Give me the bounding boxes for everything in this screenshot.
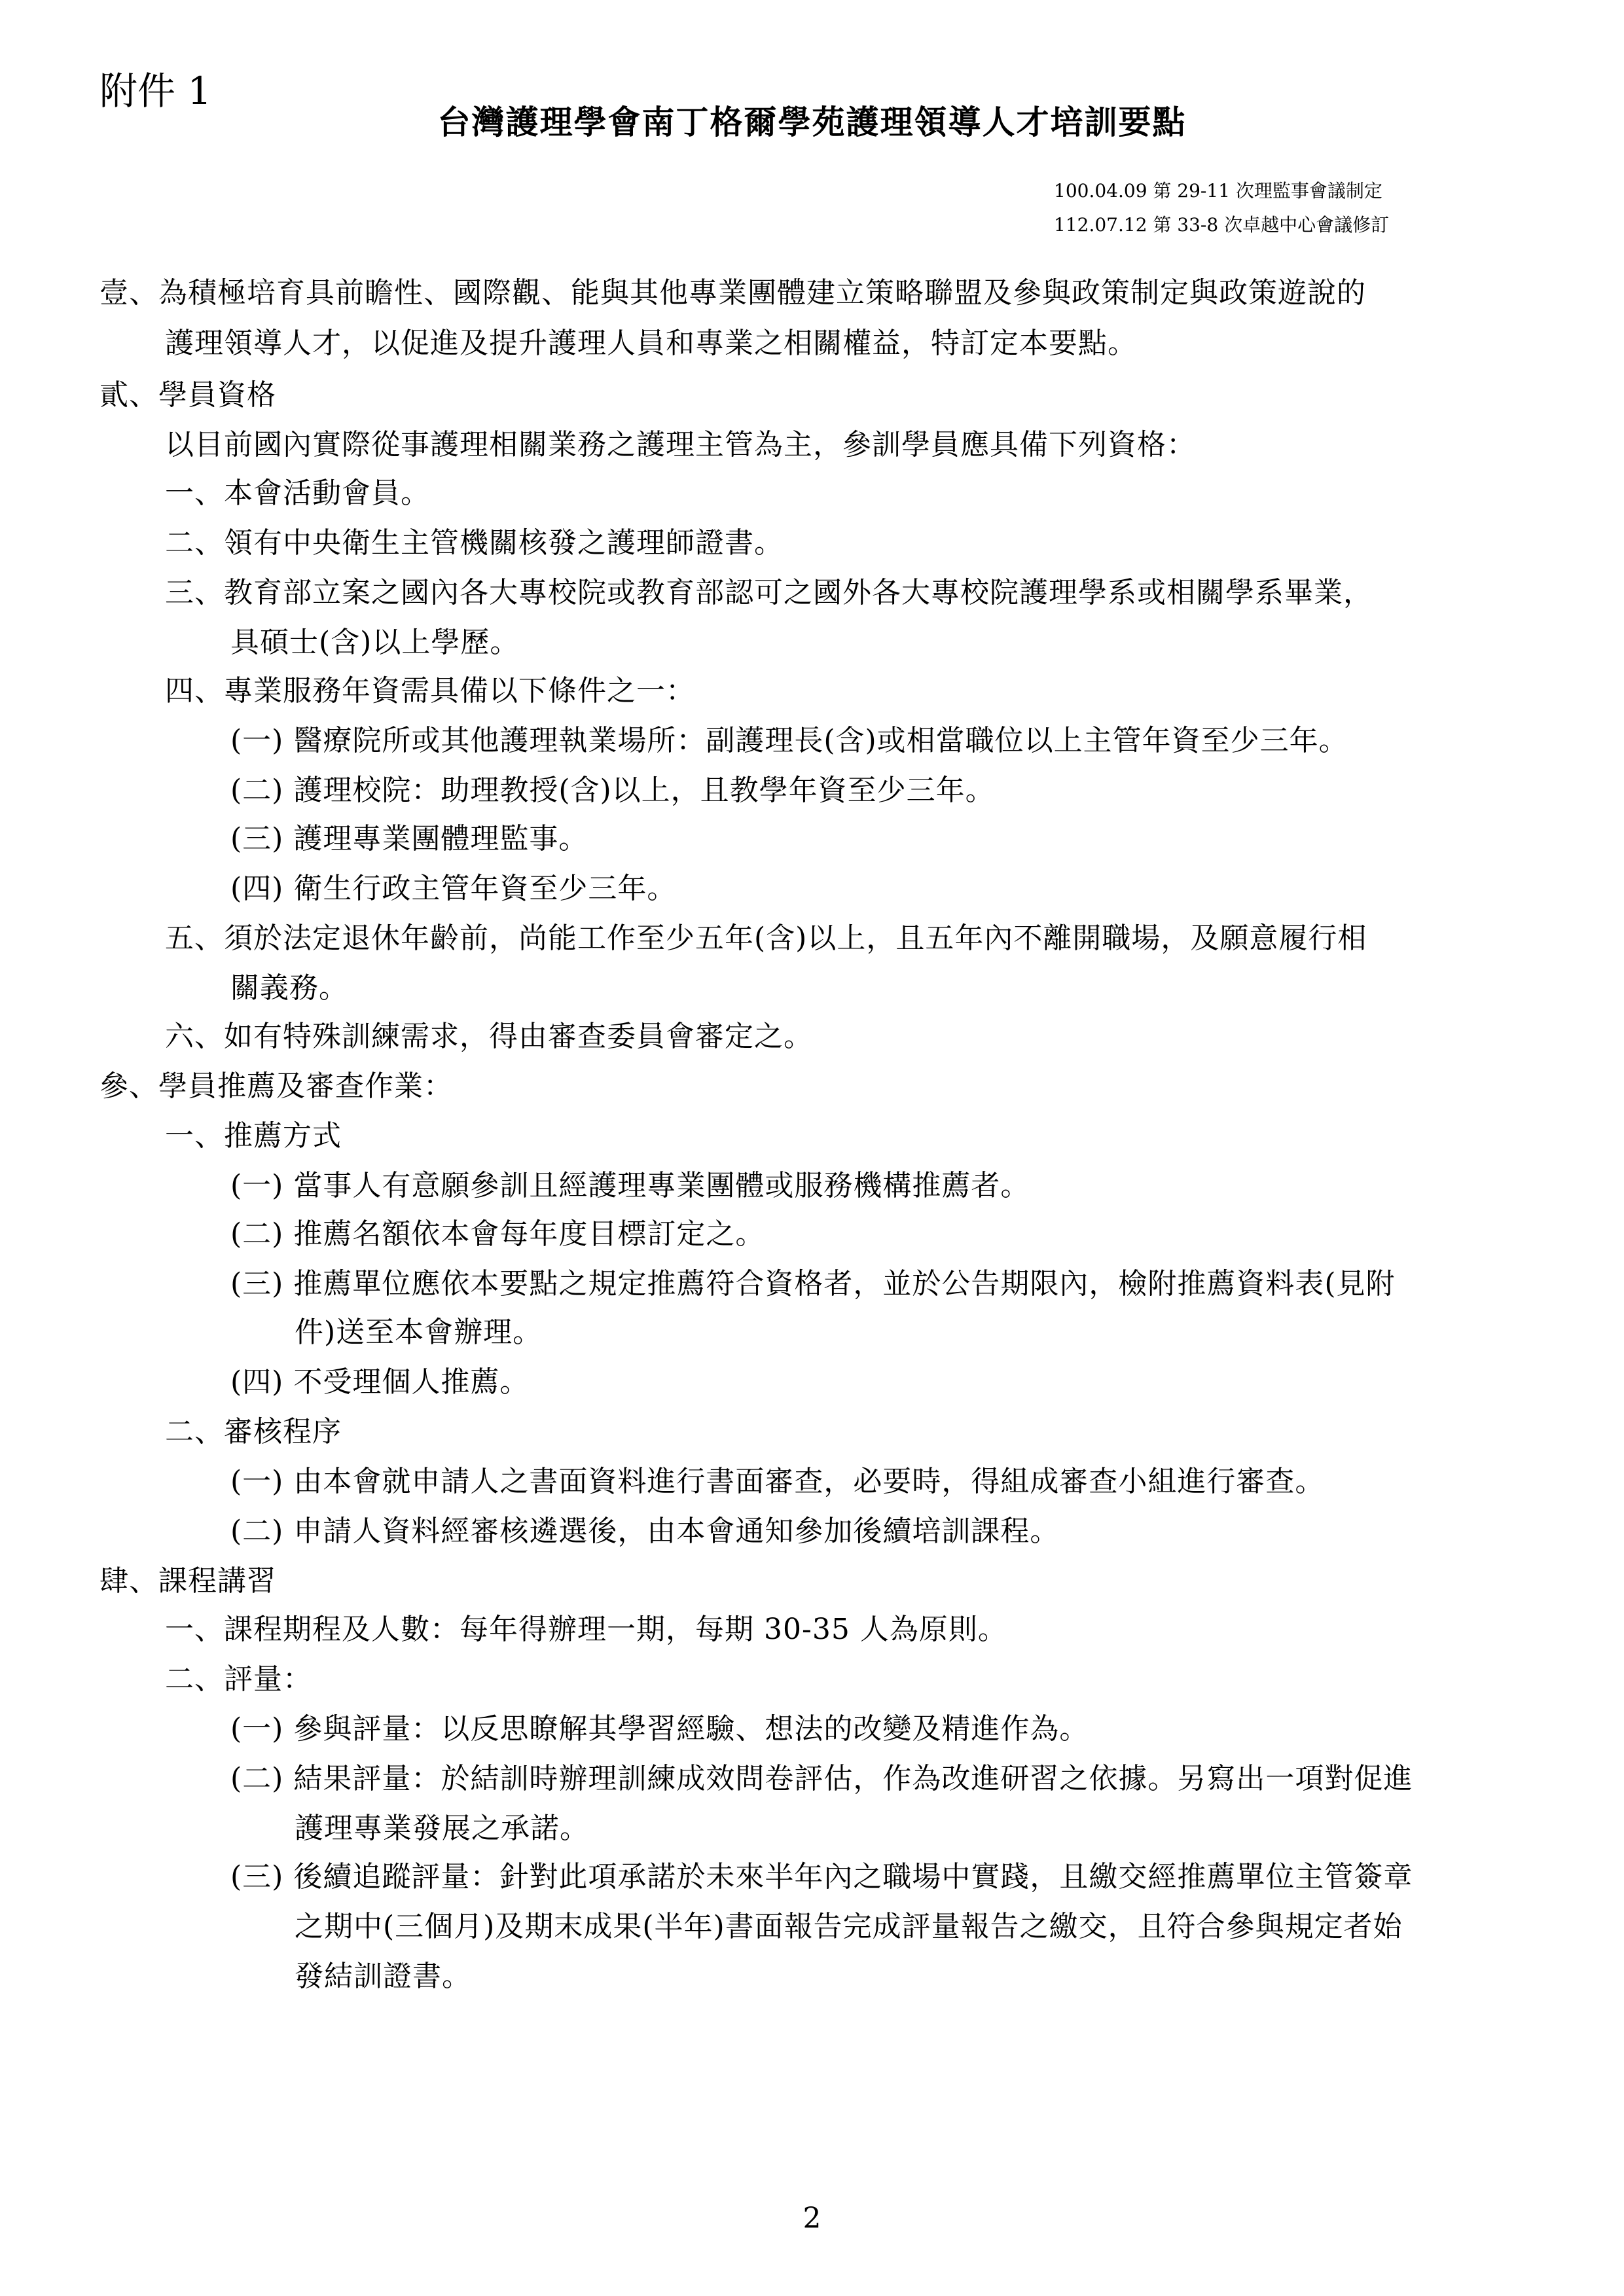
list-item: 六、如有特殊訓練需求，得由審查委員會審定之。 [165, 1020, 813, 1053]
sub-item: (二) 結果評量：於結訓時辦理訓練成效問卷評估，作為改進研習之依據。另寫出一項對促進 [230, 1762, 1413, 1795]
list-item: 四、專業服務年資需具備以下條件之一： [165, 674, 695, 708]
section-heading-3: 參、學員推薦及審查作業： [99, 1069, 453, 1103]
sub-item: (四) 不受理個人推薦。 [230, 1365, 530, 1399]
sub-item: (一) 醫療院所或其他護理執業場所：副護理長(含)或相當職位以上主管年資至少三年。 [230, 724, 1348, 757]
body-line: 發結訓證書。 [295, 1960, 471, 1993]
sub-item: (三) 後續追蹤評量：針對此項承諾於未來半年內之職場中實踐，且繳交經推薦單位主管簽章 [230, 1860, 1413, 1893]
body-line: 以目前國內實際從事護理相關業務之護理主管為主，參訓學員應具備下列資格： [165, 428, 1196, 461]
revision-note: 112.07.12 第 33-8 次卓越中心會議修訂 [1054, 214, 1390, 236]
section-heading-1: 壹、為積極培育具前瞻性、國際觀、能與其他專業團體建立策略聯盟及參與政策制定與政策遊說的 [99, 276, 1366, 310]
list-item: 二、領有中央衛生主管機關核發之護理師證書。 [165, 526, 784, 560]
body-line: 件)送至本會辦理。 [295, 1316, 543, 1349]
list-item: 一、課程期程及人數：每年得辦理一期，每期 30-35 人為原則。 [165, 1613, 1007, 1646]
sub-item: (二) 護理校院：助理教授(含)以上，且教學年資至少三年。 [230, 774, 995, 807]
document-title: 台灣護理學會南丁格爾學苑護理領導人才培訓要點 [437, 103, 1187, 141]
body-line: 護理專業發展之承諾。 [295, 1812, 589, 1845]
list-item: 五、須於法定退休年齡前，尚能工作至少五年(含)以上，且五年內不離開職場，及願意履行相 [165, 922, 1367, 955]
list-item: 一、本會活動會員。 [165, 476, 430, 510]
sub-item: (二) 推薦名額依本會每年度目標訂定之。 [230, 1217, 765, 1251]
list-item: 二、審核程序 [165, 1415, 342, 1448]
sub-item: (一) 當事人有意願參訓且經護理專業團體或服務機構推薦者。 [230, 1169, 1030, 1202]
list-item: 三、教育部立案之國內各大專校院或教育部認可之國外各大專校院護理學系或相關學系畢業， [165, 576, 1373, 609]
sub-item: (三) 護理專業團體理監事。 [230, 822, 588, 855]
page-number: 2 [803, 2202, 821, 2235]
sub-item: (四) 衛生行政主管年資至少三年。 [230, 872, 677, 905]
sub-item: (一) 由本會就申請人之書面資料進行書面審查，必要時，得組成審查小組進行審查。 [230, 1465, 1325, 1498]
list-item: 二、評量： [165, 1662, 312, 1696]
attachment-label: 附件 1 [99, 69, 212, 113]
body-line: 護理領導人才，以促進及提升護理人員和專業之相關權益，特訂定本要點。 [165, 327, 1137, 360]
sub-item: (二) 申請人資料經審核遴選後，由本會通知參加後續培訓課程。 [230, 1515, 1060, 1548]
list-item: 一、推薦方式 [165, 1119, 342, 1153]
section-heading-4: 肆、課程講習 [99, 1564, 276, 1598]
sub-item: (一) 參與評量：以反思瞭解其學習經驗、想法的改變及精進作為。 [230, 1712, 1089, 1746]
section-heading-2: 貳、學員資格 [99, 378, 276, 412]
body-line: 之期中(三個月)及期末成果(半年)書面報告完成評量報告之繳交，且符合參與規定者始 [295, 1910, 1403, 1943]
body-line: 關義務。 [230, 971, 348, 1005]
revision-note: 100.04.09 第 29-11 次理監事會議制定 [1054, 180, 1382, 202]
sub-item: (三) 推薦單位應依本要點之規定推薦符合資格者，並於公告期限內，檢附推薦資料表(見附 [230, 1267, 1396, 1300]
body-line: 具碩士(含)以上學歷。 [230, 626, 520, 659]
